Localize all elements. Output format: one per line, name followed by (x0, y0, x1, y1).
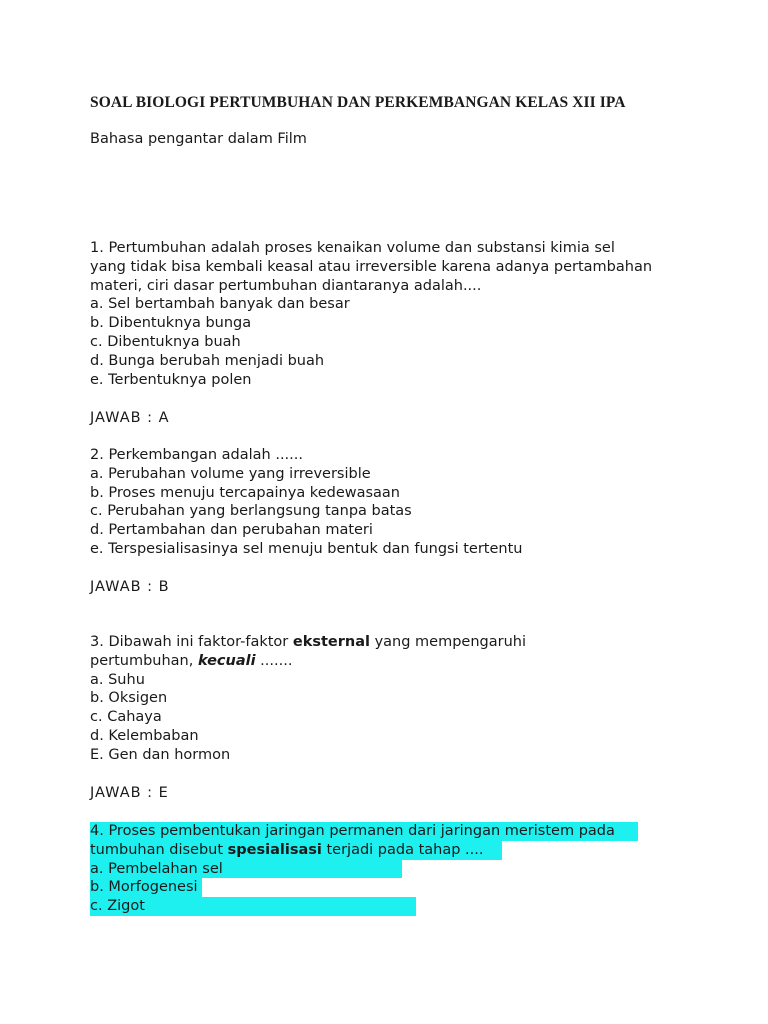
question-2 (90, 446, 522, 559)
question-3-text: pertumbuhan, (90, 652, 198, 669)
question-2-text-line: 2. Perkembangan adalah ...... (90, 447, 303, 463)
option-e: E. Gen dan hormon (90, 746, 231, 763)
option-e: e. Terspesialisasinya sel menuju bentuk dan fungsi tertentu (90, 540, 523, 557)
keyword-kecuali: kecuali (197, 652, 256, 669)
document-title: SOAL BIOLOGI PERTUMBUHAN DAN PERKEMBANGAN KELAS XII IPA (90, 94, 626, 111)
question-3-text-line (90, 652, 526, 671)
question-1-text-line: 1. Pertumbuhan adalah proses kenaikan volume dan substansi kimia sel (90, 240, 615, 256)
option-d: d. Pertambahan dan perubahan materi (90, 522, 373, 539)
option-c: c. Dibentuknya buah (90, 333, 241, 350)
option-d: d. Bunga berubah menjadi buah (90, 352, 325, 369)
option-b: b. Morfogenesi (90, 878, 202, 897)
question-4-text-post: terjadi pada tahap .... (321, 841, 484, 858)
question-4-text-pre: tumbuhan disebut (90, 841, 228, 858)
option-b: b. Proses menuju tercapainya kedewasaan (90, 484, 400, 501)
option-b: b. Oksigen (90, 690, 168, 707)
option-c: c. Zigot (90, 897, 416, 916)
question-3-text: 3. Dibawah ini faktor-faktor (90, 634, 293, 650)
option-c-line (90, 897, 638, 916)
answer-1: JAWAB : A (90, 410, 170, 426)
option-c: c. Cahaya (90, 709, 162, 726)
question-4-text (90, 841, 502, 860)
option-a: a. Pembelahan sel (90, 860, 402, 879)
question-1-text-line: yang tidak bisa kembali keasal atau irreversible karena adanya pertambahan (90, 258, 653, 275)
option-b: b. Dibentuknya bunga (90, 315, 252, 332)
option-d: d. Kelembaban (90, 727, 199, 744)
option-a: a. Sel bertambah banyak dan besar (90, 296, 350, 313)
option-b-line (90, 878, 638, 897)
option-a: a. Perubahan volume yang irreversible (90, 465, 371, 482)
question-4-text-line (90, 822, 638, 841)
keyword-eksternal: eksternal (292, 634, 370, 650)
question-3 (90, 633, 526, 765)
question-4-text-line (90, 841, 638, 860)
option-a-line (90, 860, 638, 879)
answer-2: JAWAB : B (90, 579, 170, 595)
question-3-text: ....... (255, 652, 293, 669)
question-3-text: yang mempengaruhi (369, 634, 526, 650)
document-subtitle: Bahasa pengantar dalam Film (90, 131, 307, 147)
option-a: a. Suhu (90, 671, 145, 688)
keyword-spesialisasi: spesialisasi (227, 841, 322, 858)
answer-3: JAWAB : E (90, 785, 169, 801)
question-4 (90, 822, 638, 916)
question-1-text-line: materi, ciri dasar pertumbuhan diantaranya adalah.... (90, 277, 482, 294)
question-4-text: 4. Proses pembentukan jaringan permanen dari jaringan meristem pada (90, 822, 638, 841)
question-3-text-line (90, 633, 526, 652)
option-e: e. Terbentuknya polen (90, 371, 252, 388)
question-1 (90, 239, 652, 389)
option-c: c. Perubahan yang berlangsung tanpa batas (90, 503, 412, 520)
